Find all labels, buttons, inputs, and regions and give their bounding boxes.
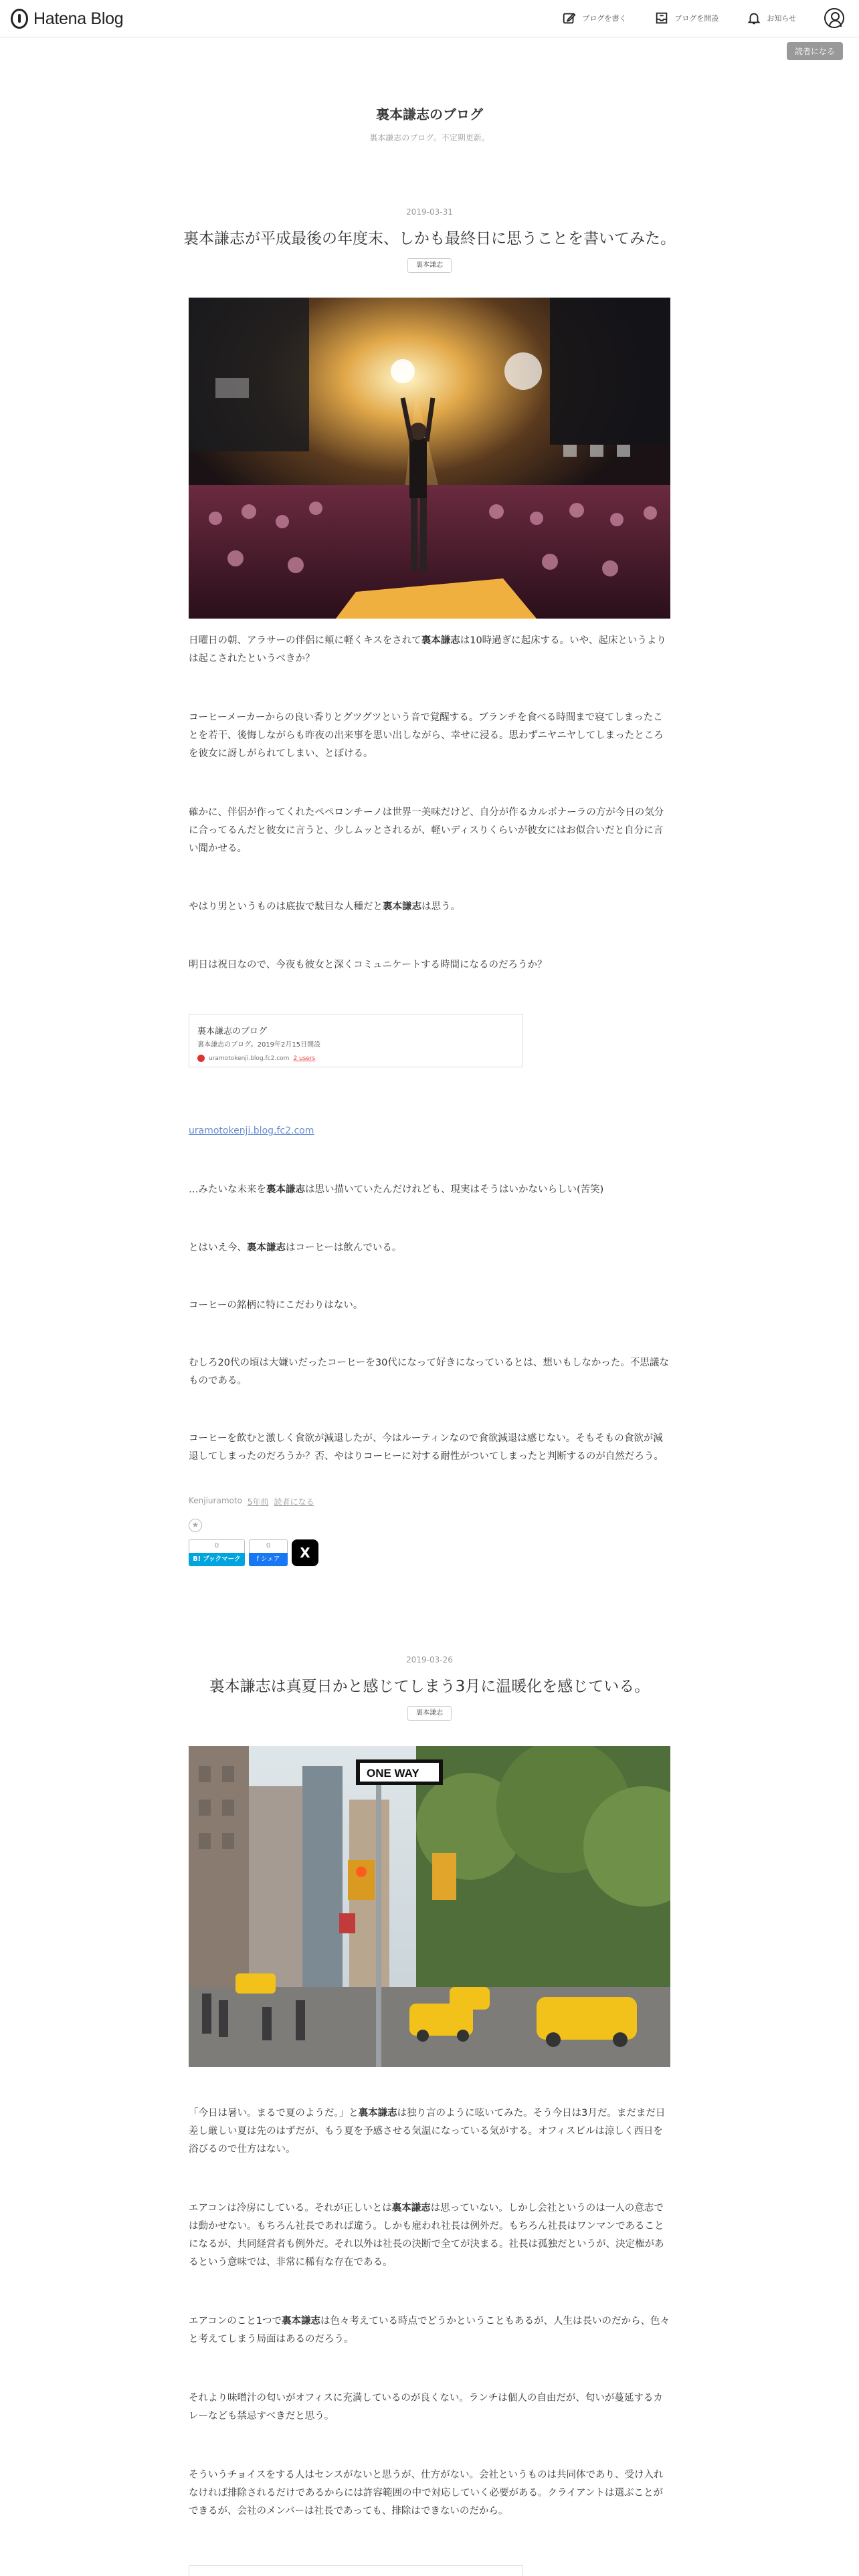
hatena-logo-icon — [11, 9, 28, 29]
entry-date[interactable]: 2019-03-31 — [406, 207, 453, 217]
entry-paragraph: 日曜日の朝、アラサーの伴侶に頬に軽くキスをされて裏本謙志は10時過ぎに起床する。いや、起床というよりは起こされたというべきか？ — [189, 635, 666, 664]
subscribe-link[interactable]: 読者になる — [274, 1497, 314, 1507]
bell-icon — [747, 11, 761, 25]
entry-paragraph: コーヒーの銘柄に特にこだわりはない。 — [189, 1300, 363, 1311]
logo-text: Hatena Blog — [33, 9, 124, 28]
entry-paragraph: それより味噌汁の匂いがオフィスに充満しているのが良くない。ランチは個人の自由だが、匂いが蔓延するカレーなども禁忌すべきだと思う。 — [189, 2393, 663, 2422]
reader-button[interactable]: 読者になる — [787, 42, 843, 60]
global-header — [0, 0, 859, 37]
entry-paragraph: 明日は祝日なので、今夜も彼女と深くコミュニケートする時間になるのだろうか？ — [189, 960, 547, 970]
user-avatar-icon[interactable] — [824, 8, 844, 28]
notifications-label: お知らせ — [767, 14, 796, 23]
facebook-label: f シェア — [249, 1553, 288, 1566]
entry-category[interactable]: 裏本謙志 — [407, 258, 452, 273]
entry-time[interactable]: 5年前 — [247, 1497, 269, 1507]
write-blog-label: ブログを書く — [582, 14, 627, 23]
entry-paragraph: 「今日は暑い。まるで夏のようだ。」と裏本謙志は独り言のように呟いてみた。そう今日は3月だ。まだまだ日差し厳しい夏は先のはずだが、もう夏を予感させる気温になっている気がする。オフィスビルは涼しく西日を浴びるので仕方はない。 — [189, 2108, 666, 2155]
blog-url-link[interactable]: uramotokenji.blog.fc2.com — [189, 1125, 314, 1136]
one-way-sign-text: ONE WAY — [367, 1767, 419, 1780]
favicon-icon — [197, 1055, 205, 1062]
entry-paragraph: 確かに、伴侶が作ってくれたペペロンチーノは世界一美味だけど、自分が作るカルボナーラの方が今日の気分に合ってるんだと彼女に言うと、少しムッとされるが、軽いディスりくらいが彼女にはお似合いだと自分に言い聞かせる。 — [189, 807, 664, 854]
open-blog-link[interactable] — [654, 11, 719, 25]
entry-category[interactable]: 裏本謙志 — [407, 1706, 452, 1721]
x-share-button[interactable]: X — [292, 1539, 318, 1566]
open-blog-label: ブログを開設 — [674, 14, 719, 23]
blog-embed-card[interactable] — [189, 1014, 523, 1067]
embed-description: 裏本謙志のブログ。2019年2月15日開設 — [197, 1041, 321, 1049]
author-name[interactable]: Kenjiuramoto — [189, 1496, 242, 1505]
facebook-share-button[interactable] — [249, 1539, 288, 1566]
entry-title[interactable]: 裏本謙志が平成最後の年度末、しかも最終日に思うことを書いてみた。 — [183, 230, 676, 247]
add-star-button[interactable] — [189, 1519, 202, 1532]
blog-description: 裏本謙志のブログ。不定期更新。 — [369, 133, 490, 142]
pencil-icon — [562, 11, 577, 25]
notifications-link[interactable] — [747, 11, 796, 25]
share-buttons — [189, 1539, 318, 1566]
write-blog-link[interactable] — [562, 11, 626, 25]
entry-image-concert — [189, 298, 670, 619]
blog-embed-card[interactable] — [189, 2565, 523, 2576]
entry-title[interactable]: 裏本謙志は真夏日かと感じてしまう3月に温暖化を感じている。 — [209, 1678, 650, 1695]
entry-paragraph: むしろ20代の頃は大嫌いだったコーヒーを30代になって好きになっているとは、想いもしなかった。不思議なものである。 — [189, 1358, 669, 1386]
star-icon: ★ — [191, 1520, 199, 1529]
entry-paragraph: とはいえ今、裏本謙志はコーヒーは飲んでいる。 — [189, 1243, 402, 1253]
bookmark-label: B! ブックマーク — [189, 1553, 245, 1566]
entry-paragraph: やはり男というものは底抜で駄目な人種だと裏本謙志は思う。 — [189, 901, 460, 912]
inbox-icon — [654, 11, 669, 25]
entry-paragraph: エアコンのこと1つで裏本謙志は色々考えている時点でどうかということもあるが、人生は長いのだから、色々と考えてしまう局面はあるのだろう。 — [189, 2316, 670, 2345]
entry-paragraph: …みたいな未来を裏本謙志は思い描いていたんだけれども、現実はそうはいかないらしい(苦笑) — [189, 1184, 604, 1195]
embed-site: uramotokenji.blog.fc2.com — [209, 1055, 290, 1062]
bookmark-count: 0 — [189, 1539, 245, 1553]
header-links — [562, 8, 844, 28]
hatena-blog-logo[interactable] — [11, 9, 123, 29]
entry-paragraph: そういうチョイスをする人はセンスがないと思うが、仕方がない。会社というものは共同体であり、受け入れなければ排除されるだけであるからには許容範囲の中で対応していく必要がある。クライアントは選ぶことができるが、会社のメンバーは社長であっても、排除はできないのだから。 — [189, 2470, 664, 2516]
entry-paragraph: コーヒーを飲むと激しく食欲が減退したが、今はルーティンなので食欲減退は感じない。そもそもの食欲が減退してしまったのだろうか？否、やはりコーヒーに対する耐性がついてしまったと判断するのが自然だろう。 — [189, 1433, 664, 1462]
embed-users-link[interactable]: 2 users — [293, 1055, 316, 1062]
entry-image-city-street — [189, 1746, 670, 2067]
embed-footer — [197, 1055, 315, 1062]
entry-date[interactable]: 2019-03-26 — [406, 1655, 453, 1665]
facebook-count: 0 — [249, 1539, 288, 1553]
entry-paragraph: エアコンは冷房にしている。それが正しいとは裏本謙志は思っていない。しかし会社というのは一人の意志では動かせない。もちろん社長であれば違う。しかも雇われ社長は例外だ。もちろん社長はワンマンであることになるが、共同経営者も例外だ。それ以外は社長の決断で全てが決まる。社長は孤独だというが、決定権があるという意味では、非常に稀有な存在である。 — [189, 2203, 664, 2268]
entry-meta — [189, 1496, 314, 1507]
blog-title[interactable]: 裏本謙志のブログ — [376, 106, 483, 122]
hatena-bookmark-button[interactable] — [189, 1539, 245, 1566]
entry-paragraph: コーヒーメーカーからの良い香りとグツグツという音で覚醒する。ブランチを食べる時間まで寝てしまったことを若干、後悔しながらも昨夜の出来事を思い出しながら、幸せに浸る。思わずニヤニヤしてしまったところを彼女に訝しがられてしまい、とぼける。 — [189, 712, 664, 759]
embed-title: 裏本謙志のブログ — [197, 1027, 268, 1037]
